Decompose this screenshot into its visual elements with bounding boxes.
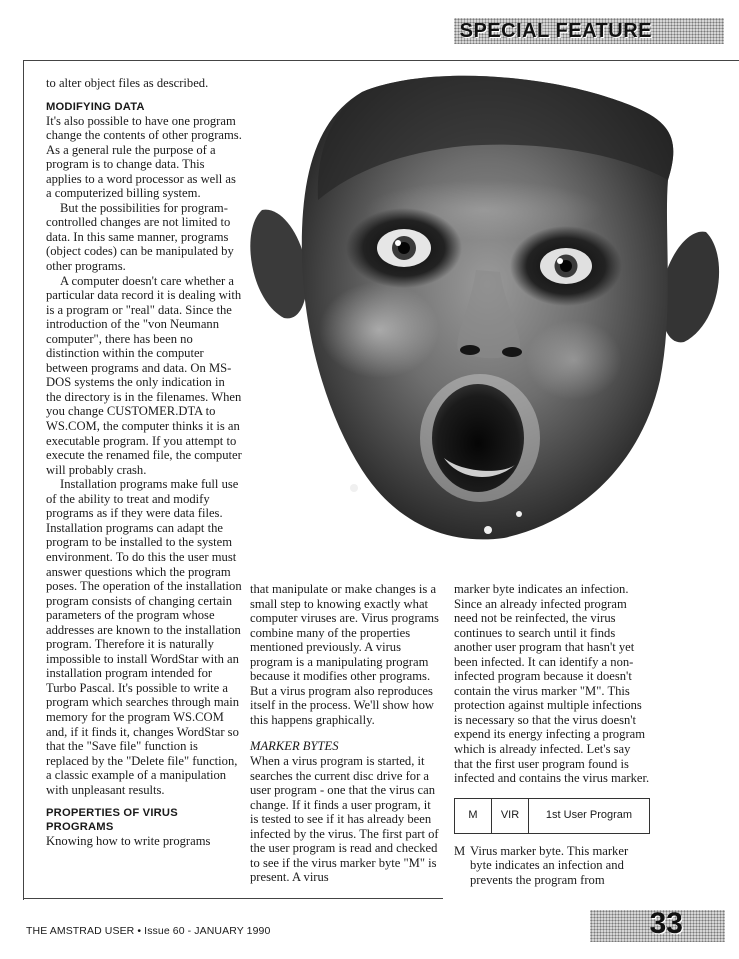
paragraph: It's also possible to have one program change the contents of other programs. As a general rule the purpose of a program is to change data. This applies to a word processor as well as a computerized billing system. <box>46 113 242 201</box>
paragraph: Knowing how to write programs <box>46 834 211 849</box>
heading-modifying-data: MODIFYING DATA <box>46 100 145 113</box>
definition-text: Virus marker byte. This marker byte indicates an infection and prevents the program from <box>470 843 629 887</box>
special-feature-label: SPECIAL FEATURE <box>459 20 652 42</box>
paragraph: Installation programs make full use of the ability to treat and modify programs as if they were data files. Installation programs can adapt the program to be installed to the system environment. To do this the user must answer questions which the program poses. The operation of the installation program consists of changing certain parameters of the program whose addresses are known to the installation program. Therefore it is naturally impossible to install WordStar with an installation program intended for Turbo Pascal. It's possible to write a program which searches through main memory for the program WS.COM and, if it finds it, changes WordStar so that the "Save file" function is replaced by the "Delete file" function, a classic example of a manipulation with unpleasant results. <box>46 477 242 797</box>
diagram-cell-user-program: 1st User Program <box>545 809 633 822</box>
special-feature-banner <box>454 18 724 44</box>
middle-column <box>250 582 440 885</box>
paragraph: But the possibilities for program-controlled changes are not limited to data. In this same manner, programs (object codes) can be manipulated by other programs. <box>46 200 234 274</box>
frame-left-rule <box>23 60 24 900</box>
diagram-cell-virus: VIR <box>492 799 529 833</box>
footer-publication: THE AMSTRAD USER • Issue 60 - JANUARY 1990 <box>26 925 271 937</box>
diagram-cell-marker: M <box>455 799 492 833</box>
page-number: 33 <box>649 907 683 940</box>
intro-line: to alter object files as described. <box>46 76 209 90</box>
paragraph: A computer doesn't care whether a particular data record it is dealing with is a program or "real" data. Since the introduction of the "von Neumann computer", there has been no distinction within the computer between programs and data. On MS-DOS systems the only indication in the directory is in the filenames. When you change CUSTOMER.DTA to WS.COM, the computer thinks it is an executable program. If you attempt to execute the renamed file, the computer will probably crash. <box>46 273 242 477</box>
heading-properties-of-virus-programs: PROPERTIES OF VIRUS PROGRAMS <box>46 807 178 834</box>
screaming-face-illustration <box>244 60 724 542</box>
program-structure-diagram <box>454 798 650 834</box>
page-number-box <box>590 907 725 942</box>
paragraph: When a virus program is started, it searches the current disc drive for a user program - one that the virus can change. If it finds a user program, it is tested to see if it has already been infected by the virus. The first part of the user program is read and checked to see if the virus marker byte "M" is present. A virus <box>250 753 439 885</box>
screaming-face-icon <box>244 60 724 542</box>
heading-marker-bytes: MARKER BYTES <box>250 739 339 754</box>
definition-key: M <box>454 843 466 858</box>
frame-bottom-rule <box>23 898 443 899</box>
paragraph: that manipulate or make changes is a small step to knowing exactly what computer viruses are. Virus programs combine many of the properties mentioned previously. A virus program is a manipulating program because it modifies other programs. But a virus program also reproduces itself in the process. We'll show how this happens graphically. <box>250 582 439 727</box>
paragraph: marker byte indicates an infection. Since an already infected program need not be reinfected, the virus continues to search until it finds another user program that hasn't yet been infected. It can identify a non-infected program because it doesn't contain the virus marker "M". This protection against multiple infections is necessary so that the virus doesn't expend its energy infecting a program which is already infected. Let's say that the first user program found is infected and contains the virus marker. <box>454 582 650 786</box>
left-column <box>46 76 242 849</box>
definition-item <box>454 844 652 888</box>
right-column <box>454 582 652 887</box>
